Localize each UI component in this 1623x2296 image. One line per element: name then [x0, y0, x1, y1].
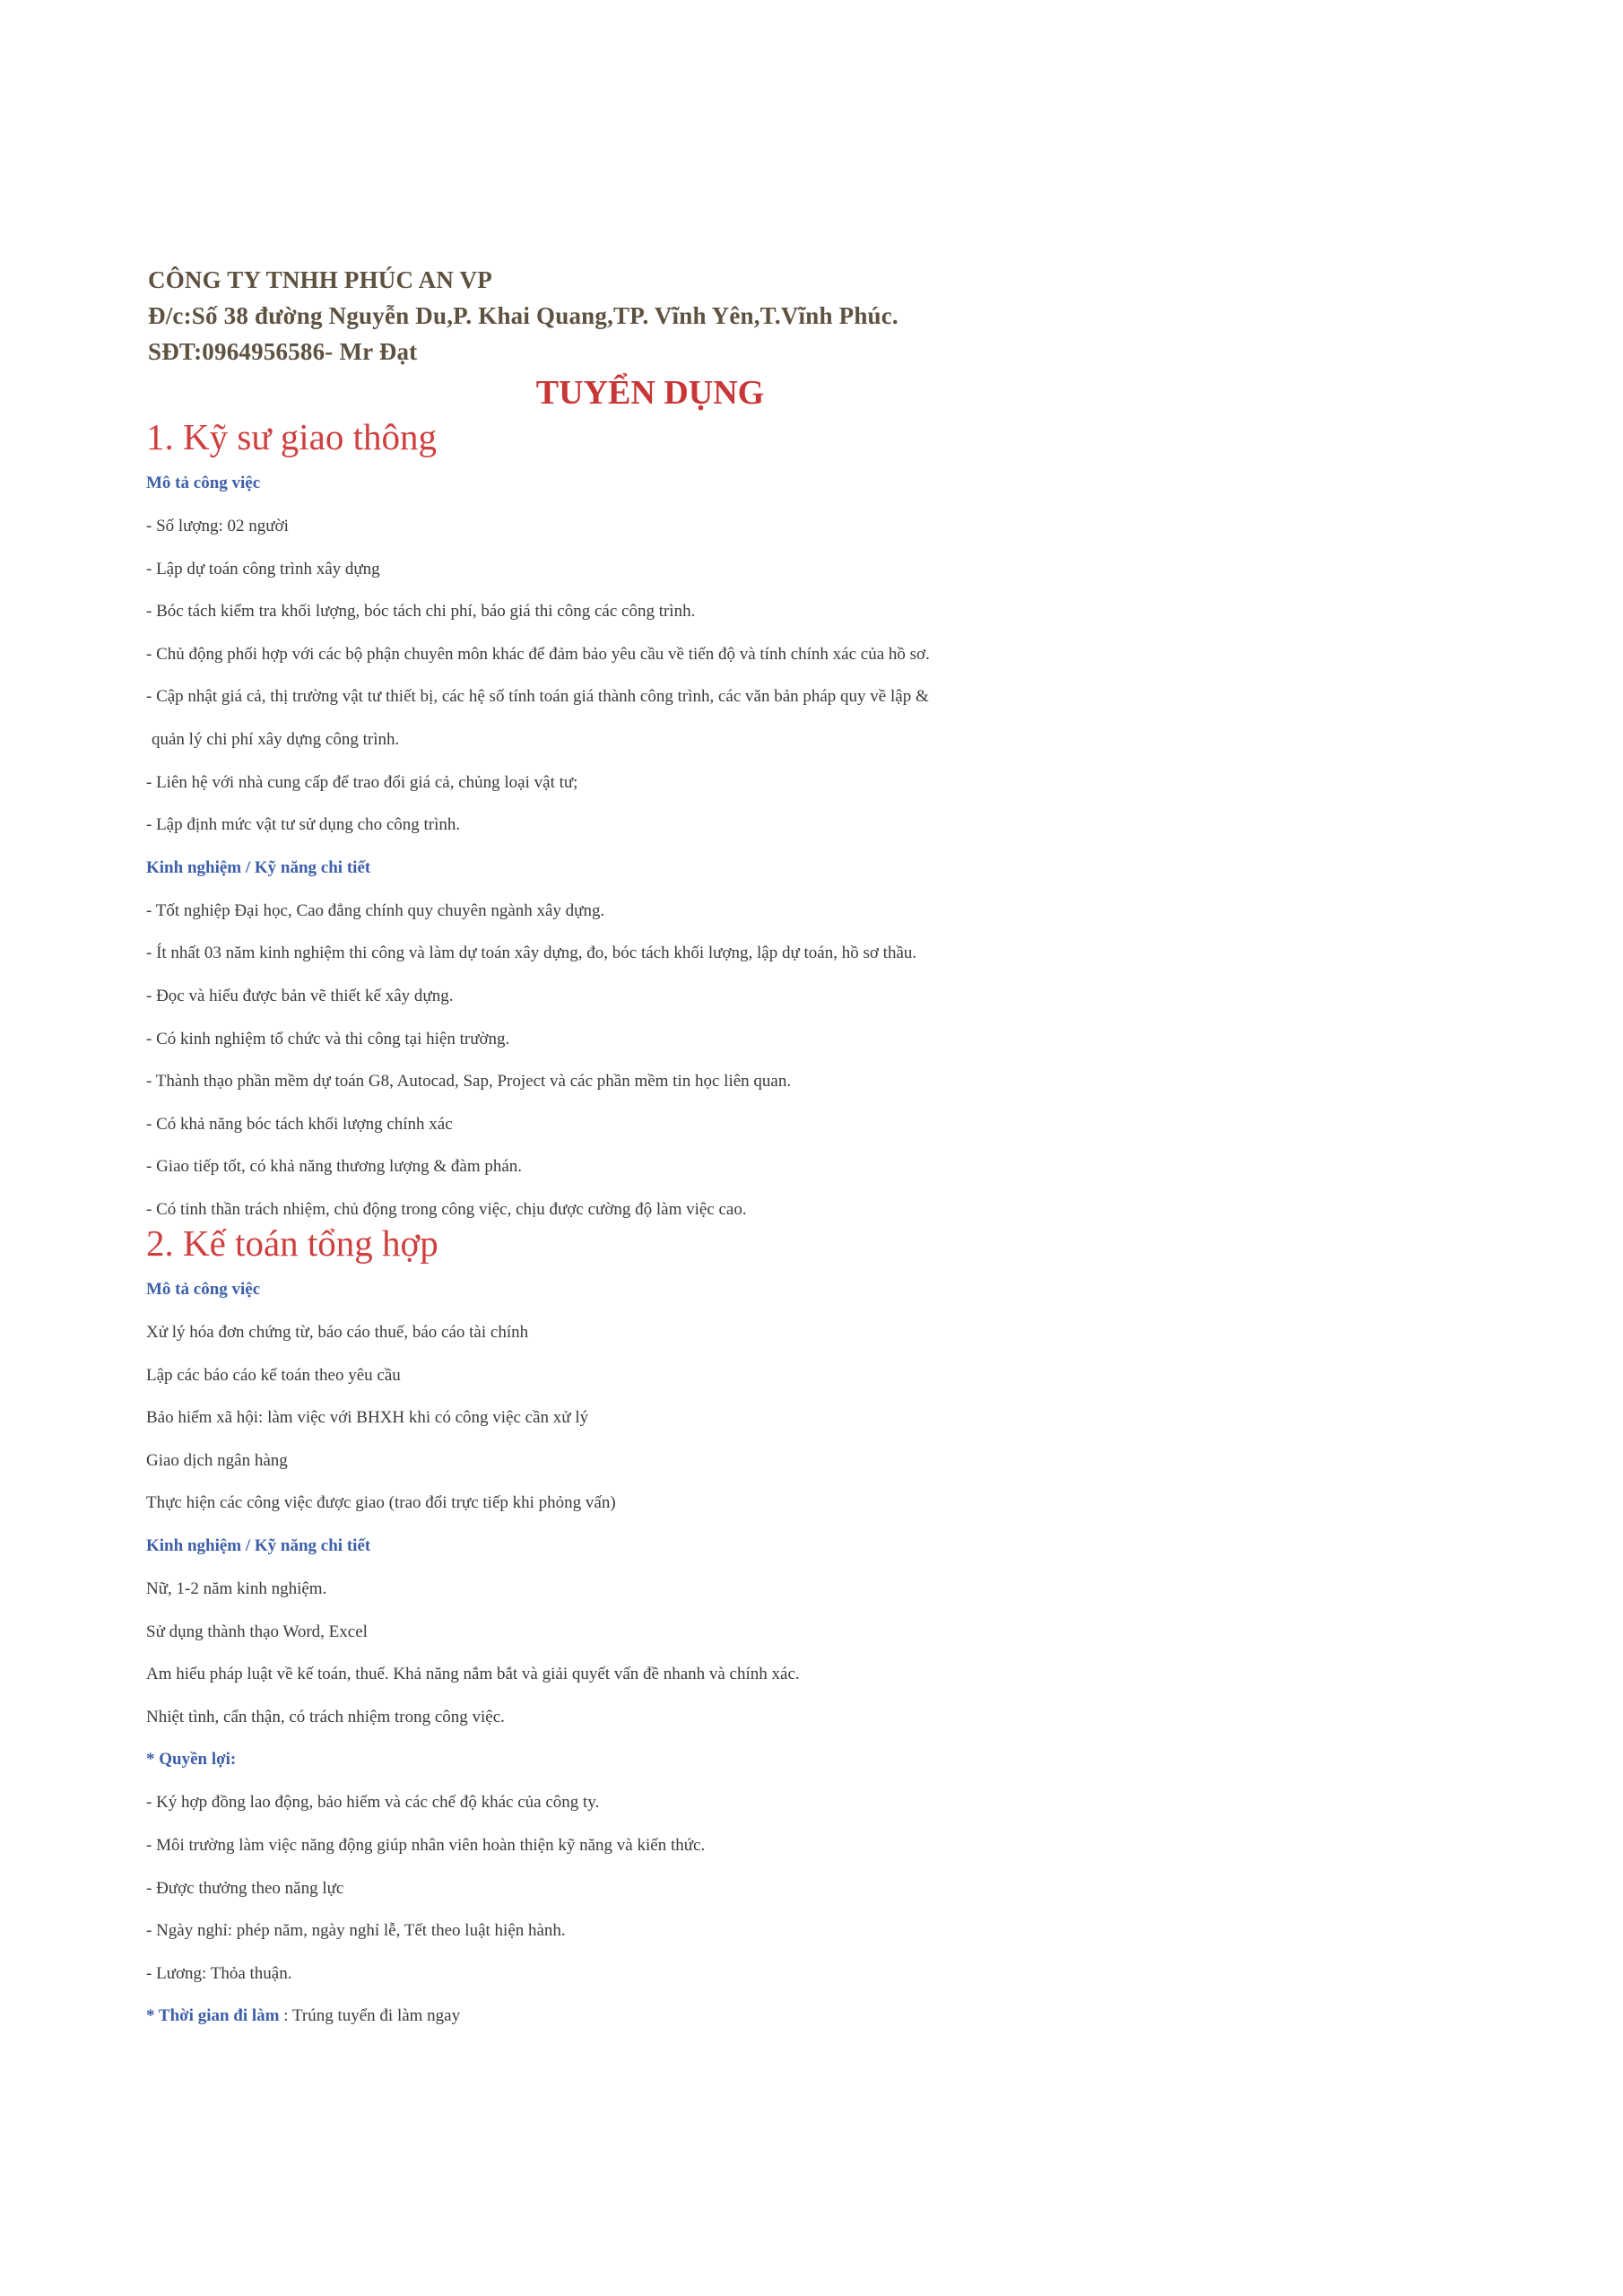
list-item: - Thành thạo phần mềm dự toán G8, Autocad, Sap, Project và các phần mềm tin học liên quan. — [146, 1072, 792, 1091]
list-item: - Có kinh nghiệm tổ chức và thi công tại hiện trường. — [146, 1029, 510, 1048]
company-header — [148, 262, 898, 370]
list-item: - Ngày nghỉ: phép năm, ngày nghỉ lễ, Tết theo luật hiện hành. — [146, 1921, 566, 1941]
benefits-label: * Quyền lợi: — [146, 1750, 237, 1770]
list-item: - Chủ động phối hợp với các bộ phận chuyên môn khác để đảm bảo yêu cầu về tiến độ và tính chính xác của hồ sơ. — [146, 644, 930, 664]
list-item: - Lương: Thỏa thuận. — [146, 1963, 292, 1983]
list-item: Xử lý hóa đơn chứng từ, báo cáo thuế, báo cáo tài chính — [146, 1323, 529, 1342]
list-item: Bảo hiểm xã hội: làm việc với BHXH khi có công việc cần xử lý — [146, 1408, 589, 1428]
list-item: Nhiệt tình, cẩn thận, có trách nhiệm trong công việc. — [146, 1707, 505, 1726]
list-item: - Cập nhật giá cả, thị trường vật tư thiết bị, các hệ số tính toán giá thành công trình, các văn bản pháp quy về lập & — [146, 687, 929, 707]
company-name: CÔNG TY TNHH PHÚC AN VP — [148, 266, 492, 293]
list-item: Lập các báo cáo kế toán theo yêu cầu — [146, 1365, 401, 1385]
list-item: - Liên hệ với nhà cung cấp để trao đổi giá cả, chủng loại vật tư; — [146, 772, 578, 792]
list-item: - Ký hợp đồng lao động, bảo hiểm và các chế độ khác của công ty. — [146, 1793, 600, 1813]
list-item: - Đọc và hiểu được bản vẽ thiết kế xây dựng. — [146, 986, 454, 1005]
list-item: - Tốt nghiệp Đại học, Cao đẳng chính quy chuyên ngành xây dựng. — [146, 900, 605, 920]
start-time-label: * Thời gian đi làm — [146, 2006, 280, 2026]
list-item: - Có khả năng bóc tách khối lượng chính xác — [146, 1114, 453, 1134]
list-item: quản lý chi phí xây dựng công trình. — [152, 729, 400, 749]
job-description-label: Mô tả công việc — [146, 474, 261, 492]
skills-label: Kinh nghiệm / Kỹ năng chi tiết — [146, 857, 371, 877]
job-heading: 2. Kế toán tổng hợp — [146, 1222, 438, 1264]
company-address: Đ/c:Số 38 đường Nguyễn Du,P. Khai Quang,TP. Vĩnh Yên,T.Vĩnh Phúc. — [148, 302, 898, 329]
list-item: - Bóc tách kiểm tra khối lượng, bóc tách chi phí, báo giá thi công các công trình. — [146, 602, 696, 622]
list-item: Sử dụng thành thạo Word, Excel — [146, 1622, 368, 1641]
list-item: - Lập dự toán công trình xây dựng — [146, 559, 380, 578]
list-item: - Giao tiếp tốt, có khả năng thương lượng & đàm phán. — [146, 1157, 523, 1177]
list-item: Am hiểu pháp luật về kế toán, thuế. Khả năng nắm bắt và giải quyết vấn đề nhanh và chính xác. — [146, 1665, 800, 1684]
job-description-label: Mô tả công việc — [146, 1280, 261, 1299]
job-section-accountant — [146, 1218, 1312, 2038]
company-phone: SĐT:0964956586- Mr Đạt — [148, 338, 418, 365]
start-time-value: : Trúng tuyển đi làm ngay — [279, 2006, 461, 2026]
job-heading: 1. Kỹ sư giao thông — [146, 416, 438, 457]
list-item: - Lập định mức vật tư sử dụng cho công trình. — [146, 815, 461, 835]
list-item: - Có tinh thần trách nhiệm, chủ động trong công việc, chịu được cường độ làm việc cao. — [146, 1199, 747, 1219]
list-item: Thực hiện các công việc được giao (trao đổi trực tiếp khi phỏng vấn) — [146, 1493, 616, 1513]
list-item: - Được thưởng theo năng lực — [146, 1878, 344, 1898]
skills-label: Kinh nghiệm / Kỹ năng chi tiết — [146, 1535, 371, 1555]
list-item: Giao dịch ngân hàng — [146, 1450, 288, 1470]
list-item: - Số lượng: 02 người — [146, 517, 289, 535]
list-item: - Môi trường làm việc năng động giúp nhân viên hoàn thiện kỹ năng và kiến thức. — [146, 1835, 706, 1855]
start-time-line — [146, 1995, 1312, 2038]
list-item: Nữ, 1-2 năm kinh nghiệm. — [146, 1578, 327, 1598]
page-title: TUYỂN DỤNG — [535, 374, 765, 412]
list-item: - Ít nhất 03 năm kinh nghiệm thi công và làm dự toán xây dựng, đo, bóc tách khối lượng, lập dự toán, hồ sơ thầu. — [146, 944, 917, 963]
job-section-engineer — [146, 412, 1312, 1231]
